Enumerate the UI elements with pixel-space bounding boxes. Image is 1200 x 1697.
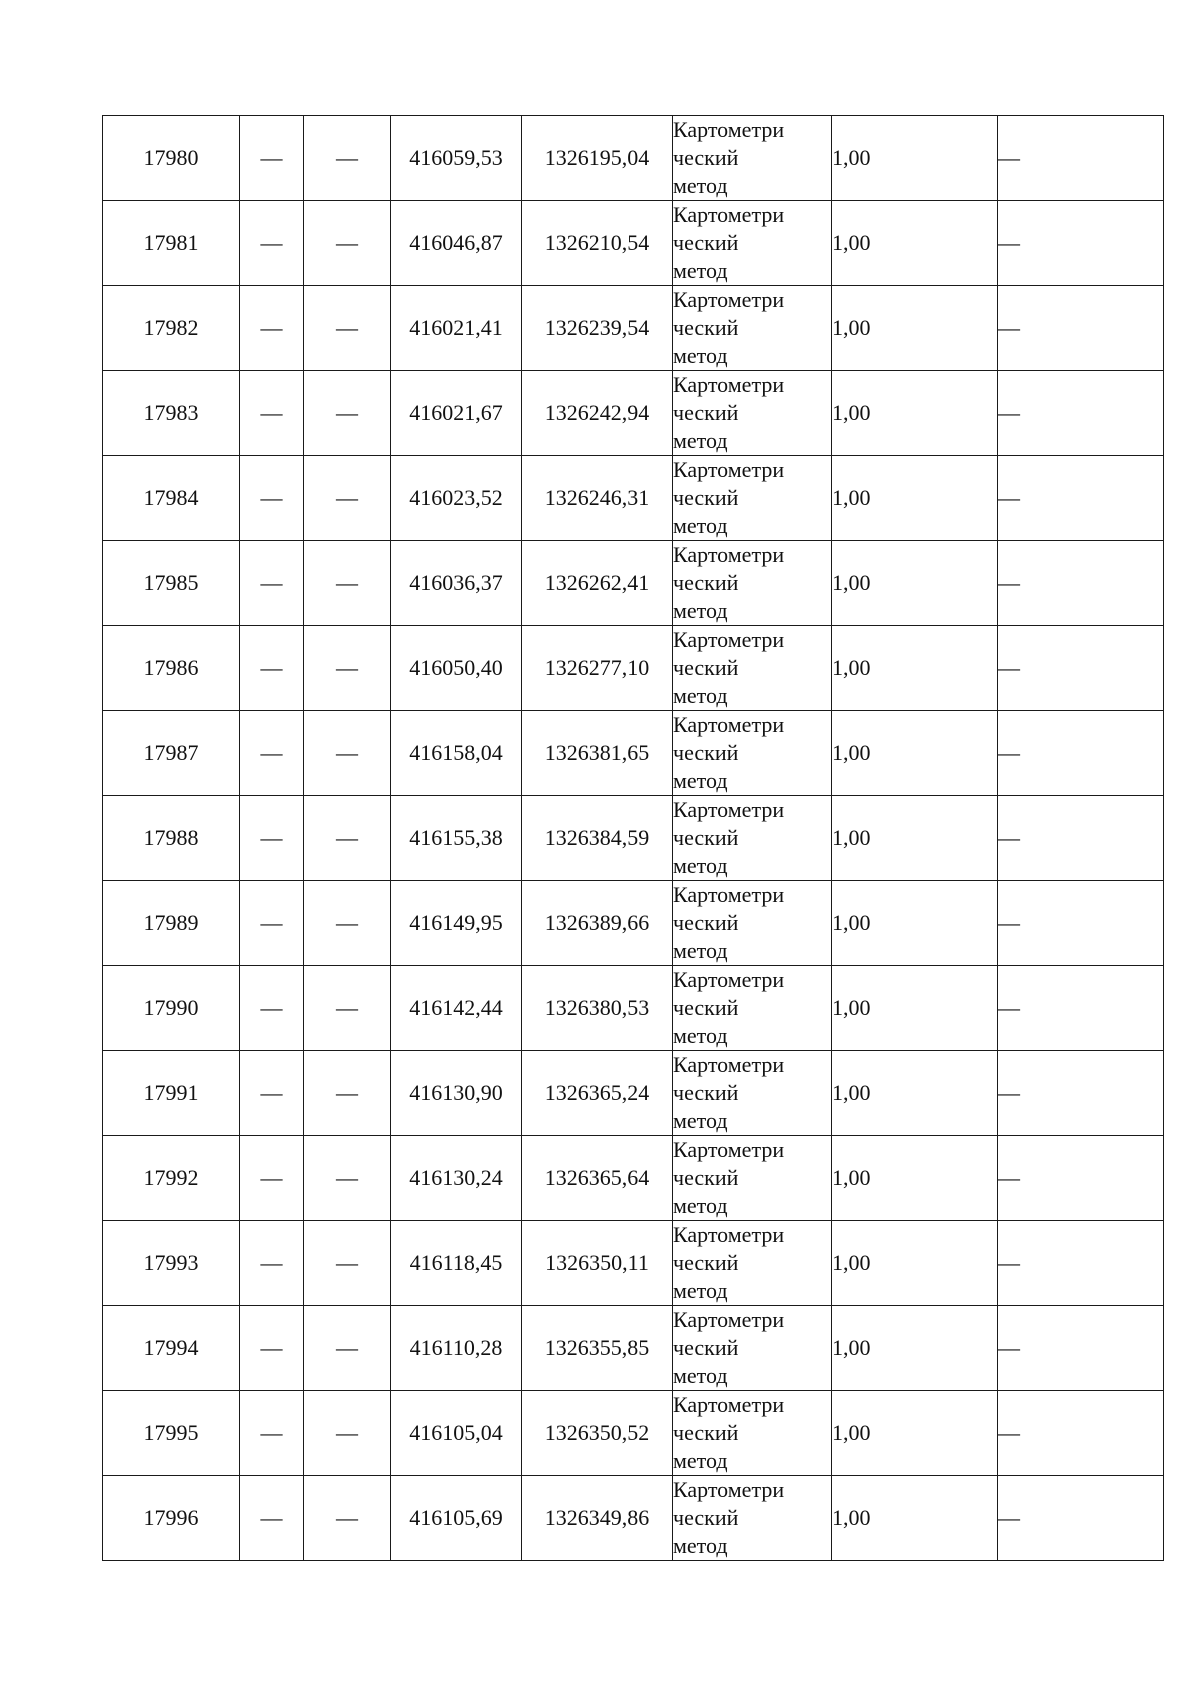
method-cell bbox=[673, 1306, 832, 1391]
x-coordinate-cell: 416023,52 bbox=[391, 456, 522, 541]
table-body bbox=[103, 116, 1164, 1561]
x-coordinate-cell: 416155,38 bbox=[391, 796, 522, 881]
accuracy-cell: 1,00 bbox=[832, 286, 998, 371]
empty-value-cell: — bbox=[998, 966, 1164, 1051]
empty-value-cell: — bbox=[304, 116, 391, 201]
table-row bbox=[103, 456, 1164, 541]
accuracy-cell: 1,00 bbox=[832, 1221, 998, 1306]
y-coordinate-cell: 1326380,53 bbox=[522, 966, 673, 1051]
accuracy-cell: 1,00 bbox=[832, 711, 998, 796]
x-coordinate-cell: 416142,44 bbox=[391, 966, 522, 1051]
y-coordinate-cell: 1326365,24 bbox=[522, 1051, 673, 1136]
y-coordinate-cell: 1326195,04 bbox=[522, 116, 673, 201]
method-text-line: ческий bbox=[673, 995, 739, 1020]
method-text-line: Картометри bbox=[673, 797, 785, 822]
method-text-line: ческий bbox=[673, 315, 739, 340]
point-number-cell: 17995 bbox=[103, 1391, 240, 1476]
y-coordinate-cell: 1326210,54 bbox=[522, 201, 673, 286]
method-cell bbox=[673, 116, 832, 201]
empty-value-cell: — bbox=[998, 371, 1164, 456]
empty-value-cell: — bbox=[998, 541, 1164, 626]
method-text-line: Картометри bbox=[673, 627, 785, 652]
method-text-line: ческий bbox=[673, 910, 739, 935]
method-text-line: ческий bbox=[673, 740, 739, 765]
point-number-cell: 17996 bbox=[103, 1476, 240, 1561]
point-number-cell: 17984 bbox=[103, 456, 240, 541]
method-text-line: ческий bbox=[673, 145, 739, 170]
method-text-line: Картометри bbox=[673, 542, 785, 567]
empty-value-cell: — bbox=[304, 881, 391, 966]
method-text-line: метод bbox=[673, 428, 728, 453]
empty-value-cell: — bbox=[998, 1051, 1164, 1136]
method-text-line: Картометри bbox=[673, 967, 785, 992]
x-coordinate-cell: 416036,37 bbox=[391, 541, 522, 626]
table-row bbox=[103, 711, 1164, 796]
table-row bbox=[103, 371, 1164, 456]
method-text-line: Картометри bbox=[673, 287, 785, 312]
accuracy-cell: 1,00 bbox=[832, 541, 998, 626]
point-number-cell: 17980 bbox=[103, 116, 240, 201]
x-coordinate-cell: 416118,45 bbox=[391, 1221, 522, 1306]
method-text-line: метод bbox=[673, 258, 728, 283]
method-cell bbox=[673, 1391, 832, 1476]
method-text-line: метод bbox=[673, 1278, 728, 1303]
method-text-line: Картометри bbox=[673, 1137, 785, 1162]
method-cell bbox=[673, 711, 832, 796]
y-coordinate-cell: 1326242,94 bbox=[522, 371, 673, 456]
y-coordinate-cell: 1326381,65 bbox=[522, 711, 673, 796]
table-row bbox=[103, 881, 1164, 966]
method-text-line: Картометри bbox=[673, 1307, 785, 1332]
empty-value-cell: — bbox=[998, 201, 1164, 286]
method-text-line: метод bbox=[673, 1533, 728, 1558]
method-text-line: метод bbox=[673, 1023, 728, 1048]
method-text-line: метод bbox=[673, 513, 728, 538]
table-row bbox=[103, 1391, 1164, 1476]
accuracy-cell: 1,00 bbox=[832, 881, 998, 966]
y-coordinate-cell: 1326262,41 bbox=[522, 541, 673, 626]
empty-value-cell: — bbox=[998, 626, 1164, 711]
method-text-line: Картометри bbox=[673, 372, 785, 397]
method-cell bbox=[673, 796, 832, 881]
method-text-line: ческий bbox=[673, 1505, 739, 1530]
empty-value-cell: — bbox=[240, 1391, 304, 1476]
y-coordinate-cell: 1326349,86 bbox=[522, 1476, 673, 1561]
accuracy-cell: 1,00 bbox=[832, 1051, 998, 1136]
empty-value-cell: — bbox=[304, 456, 391, 541]
empty-value-cell: — bbox=[240, 541, 304, 626]
point-number-cell: 17983 bbox=[103, 371, 240, 456]
y-coordinate-cell: 1326355,85 bbox=[522, 1306, 673, 1391]
method-cell bbox=[673, 201, 832, 286]
y-coordinate-cell: 1326239,54 bbox=[522, 286, 673, 371]
x-coordinate-cell: 416050,40 bbox=[391, 626, 522, 711]
empty-value-cell: — bbox=[304, 1051, 391, 1136]
accuracy-cell: 1,00 bbox=[832, 201, 998, 286]
empty-value-cell: — bbox=[240, 966, 304, 1051]
point-number-cell: 17989 bbox=[103, 881, 240, 966]
y-coordinate-cell: 1326350,11 bbox=[522, 1221, 673, 1306]
method-text-line: метод bbox=[673, 683, 728, 708]
method-text-line: Картометри bbox=[673, 117, 785, 142]
table-row bbox=[103, 1051, 1164, 1136]
empty-value-cell: — bbox=[998, 1136, 1164, 1221]
table-row bbox=[103, 796, 1164, 881]
empty-value-cell: — bbox=[240, 116, 304, 201]
method-text-line: Картометри bbox=[673, 1477, 785, 1502]
empty-value-cell: — bbox=[240, 626, 304, 711]
method-text-line: ческий bbox=[673, 230, 739, 255]
empty-value-cell: — bbox=[304, 1221, 391, 1306]
method-text-line: Картометри bbox=[673, 712, 785, 737]
method-text-line: метод bbox=[673, 343, 728, 368]
empty-value-cell: — bbox=[304, 796, 391, 881]
empty-value-cell: — bbox=[304, 201, 391, 286]
accuracy-cell: 1,00 bbox=[832, 1306, 998, 1391]
method-text-line: ческий bbox=[673, 1335, 739, 1360]
method-text-line: ческий bbox=[673, 1250, 739, 1275]
x-coordinate-cell: 416149,95 bbox=[391, 881, 522, 966]
empty-value-cell: — bbox=[998, 1221, 1164, 1306]
empty-value-cell: — bbox=[240, 1221, 304, 1306]
empty-value-cell: — bbox=[998, 1476, 1164, 1561]
empty-value-cell: — bbox=[998, 711, 1164, 796]
table-row bbox=[103, 1136, 1164, 1221]
y-coordinate-cell: 1326246,31 bbox=[522, 456, 673, 541]
point-number-cell: 17987 bbox=[103, 711, 240, 796]
empty-value-cell: — bbox=[240, 796, 304, 881]
y-coordinate-cell: 1326350,52 bbox=[522, 1391, 673, 1476]
empty-value-cell: — bbox=[998, 116, 1164, 201]
method-text-line: метод bbox=[673, 598, 728, 623]
empty-value-cell: — bbox=[304, 1391, 391, 1476]
y-coordinate-cell: 1326389,66 bbox=[522, 881, 673, 966]
point-number-cell: 17993 bbox=[103, 1221, 240, 1306]
x-coordinate-cell: 416021,67 bbox=[391, 371, 522, 456]
empty-value-cell: — bbox=[240, 1476, 304, 1561]
method-text-line: метод bbox=[673, 1448, 728, 1473]
method-text-line: метод bbox=[673, 1193, 728, 1218]
x-coordinate-cell: 416110,28 bbox=[391, 1306, 522, 1391]
method-cell bbox=[673, 541, 832, 626]
method-text-line: метод bbox=[673, 173, 728, 198]
empty-value-cell: — bbox=[240, 1051, 304, 1136]
point-number-cell: 17986 bbox=[103, 626, 240, 711]
method-text-line: метод bbox=[673, 938, 728, 963]
point-number-cell: 17985 bbox=[103, 541, 240, 626]
empty-value-cell: — bbox=[304, 966, 391, 1051]
table-row bbox=[103, 286, 1164, 371]
method-cell bbox=[673, 286, 832, 371]
x-coordinate-cell: 416130,24 bbox=[391, 1136, 522, 1221]
accuracy-cell: 1,00 bbox=[832, 371, 998, 456]
point-number-cell: 17988 bbox=[103, 796, 240, 881]
empty-value-cell: — bbox=[304, 371, 391, 456]
method-text-line: ческий bbox=[673, 1080, 739, 1105]
method-cell bbox=[673, 1476, 832, 1561]
y-coordinate-cell: 1326365,64 bbox=[522, 1136, 673, 1221]
x-coordinate-cell: 416059,53 bbox=[391, 116, 522, 201]
method-text-line: Картометри bbox=[673, 1052, 785, 1077]
method-cell bbox=[673, 626, 832, 711]
point-number-cell: 17991 bbox=[103, 1051, 240, 1136]
empty-value-cell: — bbox=[240, 1136, 304, 1221]
accuracy-cell: 1,00 bbox=[832, 966, 998, 1051]
x-coordinate-cell: 416105,04 bbox=[391, 1391, 522, 1476]
empty-value-cell: — bbox=[304, 1306, 391, 1391]
method-cell bbox=[673, 966, 832, 1051]
method-text-line: метод bbox=[673, 1108, 728, 1133]
accuracy-cell: 1,00 bbox=[832, 796, 998, 881]
method-cell bbox=[673, 1136, 832, 1221]
empty-value-cell: — bbox=[998, 1306, 1164, 1391]
table-row bbox=[103, 1476, 1164, 1561]
method-text-line: Картометри bbox=[673, 882, 785, 907]
accuracy-cell: 1,00 bbox=[832, 456, 998, 541]
table-row bbox=[103, 201, 1164, 286]
method-text-line: ческий bbox=[673, 400, 739, 425]
empty-value-cell: — bbox=[240, 371, 304, 456]
empty-value-cell: — bbox=[304, 711, 391, 796]
method-text-line: Картометри bbox=[673, 457, 785, 482]
method-cell bbox=[673, 881, 832, 966]
method-text-line: ческий bbox=[673, 1420, 739, 1445]
x-coordinate-cell: 416046,87 bbox=[391, 201, 522, 286]
method-text-line: Картометри bbox=[673, 1392, 785, 1417]
table-row bbox=[103, 1306, 1164, 1391]
method-text-line: метод bbox=[673, 768, 728, 793]
accuracy-cell: 1,00 bbox=[832, 116, 998, 201]
empty-value-cell: — bbox=[304, 1476, 391, 1561]
empty-value-cell: — bbox=[240, 881, 304, 966]
empty-value-cell: — bbox=[998, 881, 1164, 966]
accuracy-cell: 1,00 bbox=[832, 1391, 998, 1476]
empty-value-cell: — bbox=[240, 711, 304, 796]
y-coordinate-cell: 1326277,10 bbox=[522, 626, 673, 711]
method-text-line: метод bbox=[673, 853, 728, 878]
table-row bbox=[103, 626, 1164, 711]
empty-value-cell: — bbox=[998, 796, 1164, 881]
method-cell bbox=[673, 1051, 832, 1136]
empty-value-cell: — bbox=[240, 456, 304, 541]
empty-value-cell: — bbox=[998, 286, 1164, 371]
method-cell bbox=[673, 456, 832, 541]
empty-value-cell: — bbox=[240, 1306, 304, 1391]
point-number-cell: 17982 bbox=[103, 286, 240, 371]
x-coordinate-cell: 416130,90 bbox=[391, 1051, 522, 1136]
point-number-cell: 17981 bbox=[103, 201, 240, 286]
point-number-cell: 17994 bbox=[103, 1306, 240, 1391]
accuracy-cell: 1,00 bbox=[832, 1136, 998, 1221]
method-text-line: ческий bbox=[673, 570, 739, 595]
empty-value-cell: — bbox=[304, 286, 391, 371]
x-coordinate-cell: 416158,04 bbox=[391, 711, 522, 796]
empty-value-cell: — bbox=[304, 1136, 391, 1221]
empty-value-cell: — bbox=[304, 541, 391, 626]
table-row bbox=[103, 1221, 1164, 1306]
method-text-line: Картометри bbox=[673, 202, 785, 227]
method-text-line: ческий bbox=[673, 485, 739, 510]
x-coordinate-cell: 416105,69 bbox=[391, 1476, 522, 1561]
method-text-line: Картометри bbox=[673, 1222, 785, 1247]
method-text-line: метод bbox=[673, 1363, 728, 1388]
method-text-line: ческий bbox=[673, 1165, 739, 1190]
y-coordinate-cell: 1326384,59 bbox=[522, 796, 673, 881]
empty-value-cell: — bbox=[240, 286, 304, 371]
table-row bbox=[103, 966, 1164, 1051]
coordinates-table bbox=[102, 115, 1164, 1561]
accuracy-cell: 1,00 bbox=[832, 1476, 998, 1561]
method-text-line: ческий bbox=[673, 825, 739, 850]
empty-value-cell: — bbox=[998, 1391, 1164, 1476]
method-cell bbox=[673, 1221, 832, 1306]
table-row bbox=[103, 116, 1164, 201]
x-coordinate-cell: 416021,41 bbox=[391, 286, 522, 371]
empty-value-cell: — bbox=[304, 626, 391, 711]
point-number-cell: 17992 bbox=[103, 1136, 240, 1221]
method-cell bbox=[673, 371, 832, 456]
table-row bbox=[103, 541, 1164, 626]
point-number-cell: 17990 bbox=[103, 966, 240, 1051]
empty-value-cell: — bbox=[998, 456, 1164, 541]
empty-value-cell: — bbox=[240, 201, 304, 286]
accuracy-cell: 1,00 bbox=[832, 626, 998, 711]
method-text-line: ческий bbox=[673, 655, 739, 680]
